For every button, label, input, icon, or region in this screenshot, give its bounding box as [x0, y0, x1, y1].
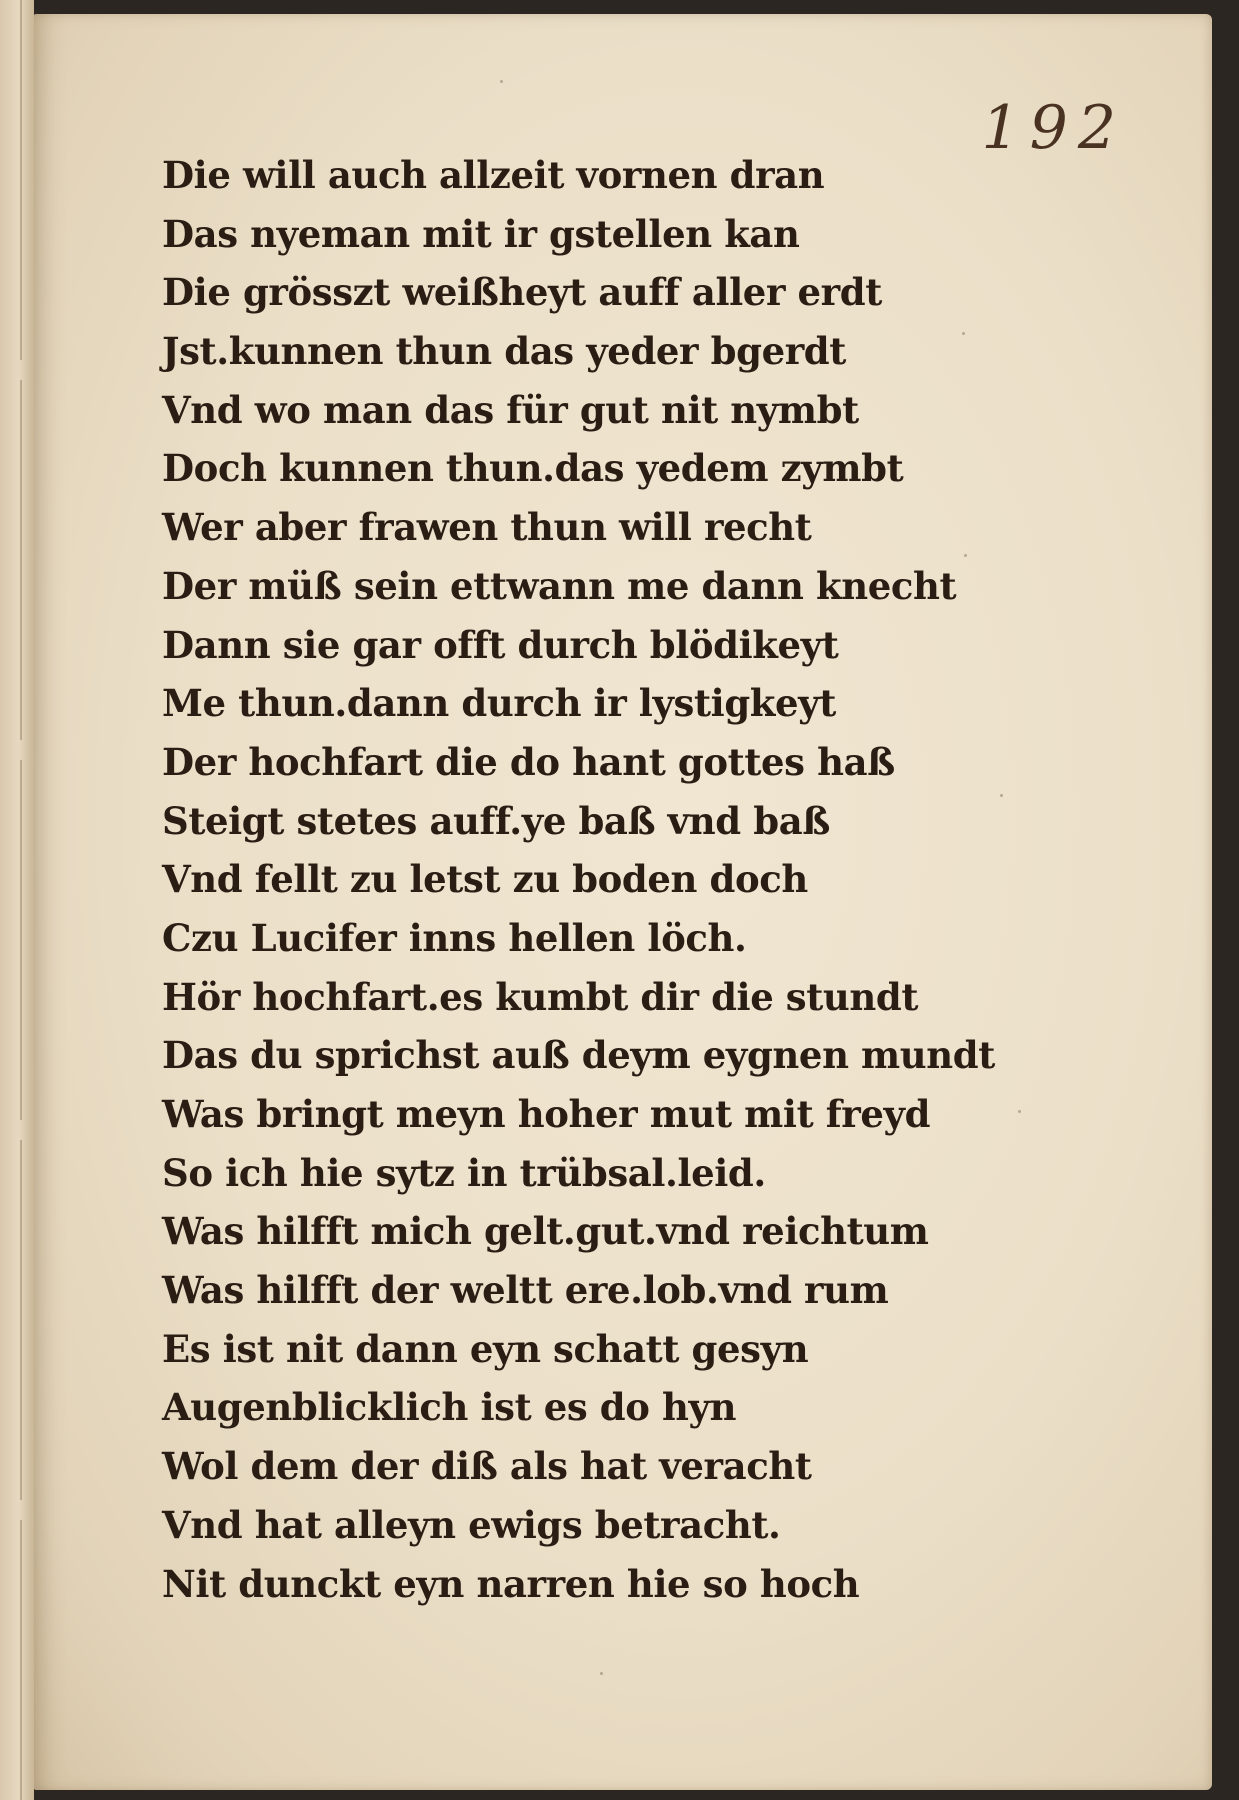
verse-line: Vnd wo man das für gut nit nymbt [162, 387, 859, 432]
verse-line: Wer aber frawen thun will recht [162, 505, 812, 550]
sewing-thread [20, 0, 22, 1800]
verse-line: Der müß sein ettwann me dann knecht [162, 563, 957, 608]
verse-line: Vnd hat alleyn ewigs betracht. [162, 1502, 781, 1547]
verse-line: Doch kunnen thun.das yedem zymbt [162, 446, 904, 491]
verse-line: Was bringt meyn hoher mut mit freyd [162, 1092, 931, 1136]
folio-number: 192 [981, 93, 1126, 163]
verse-line: Nit dunckt eyn narren hie so hoch [162, 1561, 860, 1606]
verse-line: Czu Lucifer inns hellen löch. [162, 915, 747, 960]
verse-line: Vnd fellt zu letst zu boden doch [162, 857, 808, 902]
verse-line: Die will auch allzeit vornen dran [162, 153, 825, 197]
paper-speck [1018, 1110, 1021, 1113]
verse-line: Was hilfft der weltt ere.lob.vnd rum [162, 1268, 889, 1313]
paper-speck [962, 332, 965, 335]
verse-line: Jst.kunnen thun das yeder bgerdt [162, 329, 846, 374]
book-page [34, 14, 1212, 1790]
verse-line: Me thun.dann durch ir lystigkeyt [162, 681, 836, 726]
verse-text [162, 146, 1042, 1613]
binding-edge [0, 0, 34, 1800]
paper-speck [1000, 794, 1003, 797]
verse-line: Es ist nit dann eyn schatt gesyn [162, 1326, 809, 1371]
verse-line: Augenblicklich ist es do hyn [162, 1385, 737, 1430]
verse-line: Der hochfart die do hant gottes haß [162, 739, 895, 784]
verse-line: Was hilfft mich gelt.gut.vnd reichtum [162, 1209, 929, 1254]
verse-line: Dann sie gar offt durch blödikeyt [162, 622, 839, 667]
paper-speck [600, 1672, 603, 1675]
verse-line: Die grösszt weißheyt auff aller erdt [162, 270, 882, 315]
verse-line: Steigt stetes auff.ye baß vnd baß [162, 798, 830, 843]
paper-speck [500, 80, 503, 83]
verse-line: So ich hie sytz in trübsal.leid. [162, 1150, 766, 1195]
paper-speck [964, 554, 967, 557]
verse-line: Das du sprichst auß deym eygnen mundt [162, 1033, 995, 1078]
verse-line: Wol dem der diß als hat veracht [162, 1444, 812, 1489]
verse-line: Das nyeman mit ir gstellen kan [162, 211, 800, 256]
verse-line: Hör hochfart.es kumbt dir die stundt [162, 974, 919, 1019]
